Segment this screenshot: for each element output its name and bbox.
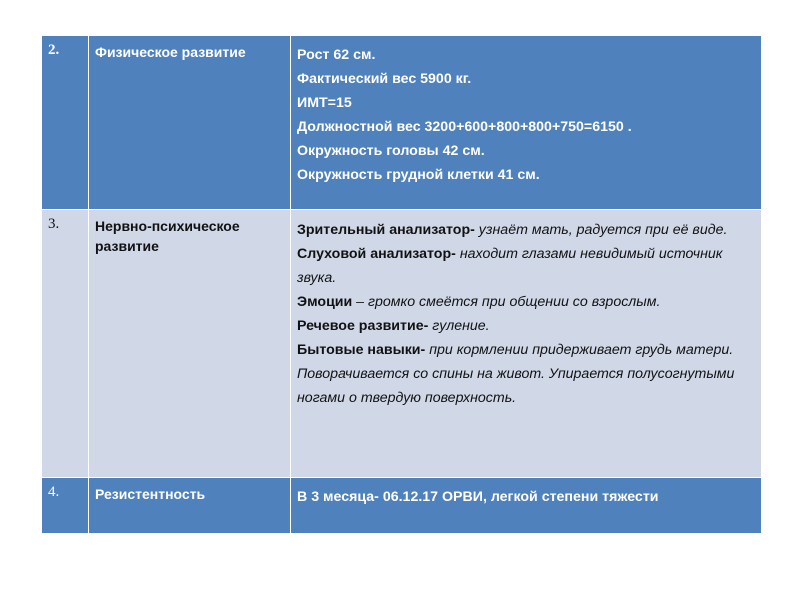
auditory-analyzer	[297, 242, 755, 290]
item-term: Эмоции	[297, 294, 353, 310]
bmi-line: ИМТ=15	[297, 95, 352, 111]
row-content-resistance	[291, 478, 762, 534]
item-desc: гуление.	[428, 318, 490, 334]
table-row-physical	[42, 36, 762, 210]
ideal-weight-line: Должностной вес 3200+600+800+800+750=6150 .	[297, 119, 632, 135]
info-table	[41, 35, 762, 534]
row-label: Нервно-психическое развитие	[89, 210, 291, 478]
row-label: Физическое развитие	[89, 36, 291, 210]
row-content-neuro	[291, 210, 762, 478]
height-line: Рост 62 см.	[297, 47, 376, 63]
household-skills	[297, 338, 755, 410]
chest-circumference-line: Окружность грудной клетки 41 см.	[297, 167, 540, 183]
row-label: Резистентность	[89, 478, 291, 534]
item-desc: при кормлении придерживает грудь матери. Поворачивается со спины на живот. Упирается полусогнутыми ногами о твердую поверхность.	[297, 342, 735, 406]
row-content-physical	[291, 36, 762, 210]
item-term: Зрительный анализатор-	[297, 222, 475, 238]
item-desc: узнаёт мать, радуется при её виде.	[474, 222, 728, 238]
head-circumference-line: Окружность головы 42 см.	[297, 143, 485, 159]
item-term: Бытовые навыки-	[297, 342, 426, 358]
table-row-resistance	[42, 478, 762, 534]
item-desc: – громко смеётся при общении со взрослым.	[352, 294, 661, 310]
visual-analyzer	[297, 218, 755, 242]
emotions	[297, 290, 755, 314]
item-term: Речевое развитие-	[297, 318, 429, 334]
row-number: 4.	[42, 478, 89, 534]
row-number: 2.	[42, 36, 89, 210]
table-row-neuro	[42, 210, 762, 478]
resistance-text: В 3 месяца- 06.12.17 ОРВИ, легкой степени тяжести	[297, 489, 659, 505]
item-term: Слуховой анализатор-	[297, 246, 456, 262]
row-number: 3.	[42, 210, 89, 478]
weight-line: Фактический вес 5900 кг.	[297, 71, 472, 87]
item-desc: находит глазами невидимый источник звука.	[297, 246, 723, 286]
speech-development	[297, 314, 755, 338]
